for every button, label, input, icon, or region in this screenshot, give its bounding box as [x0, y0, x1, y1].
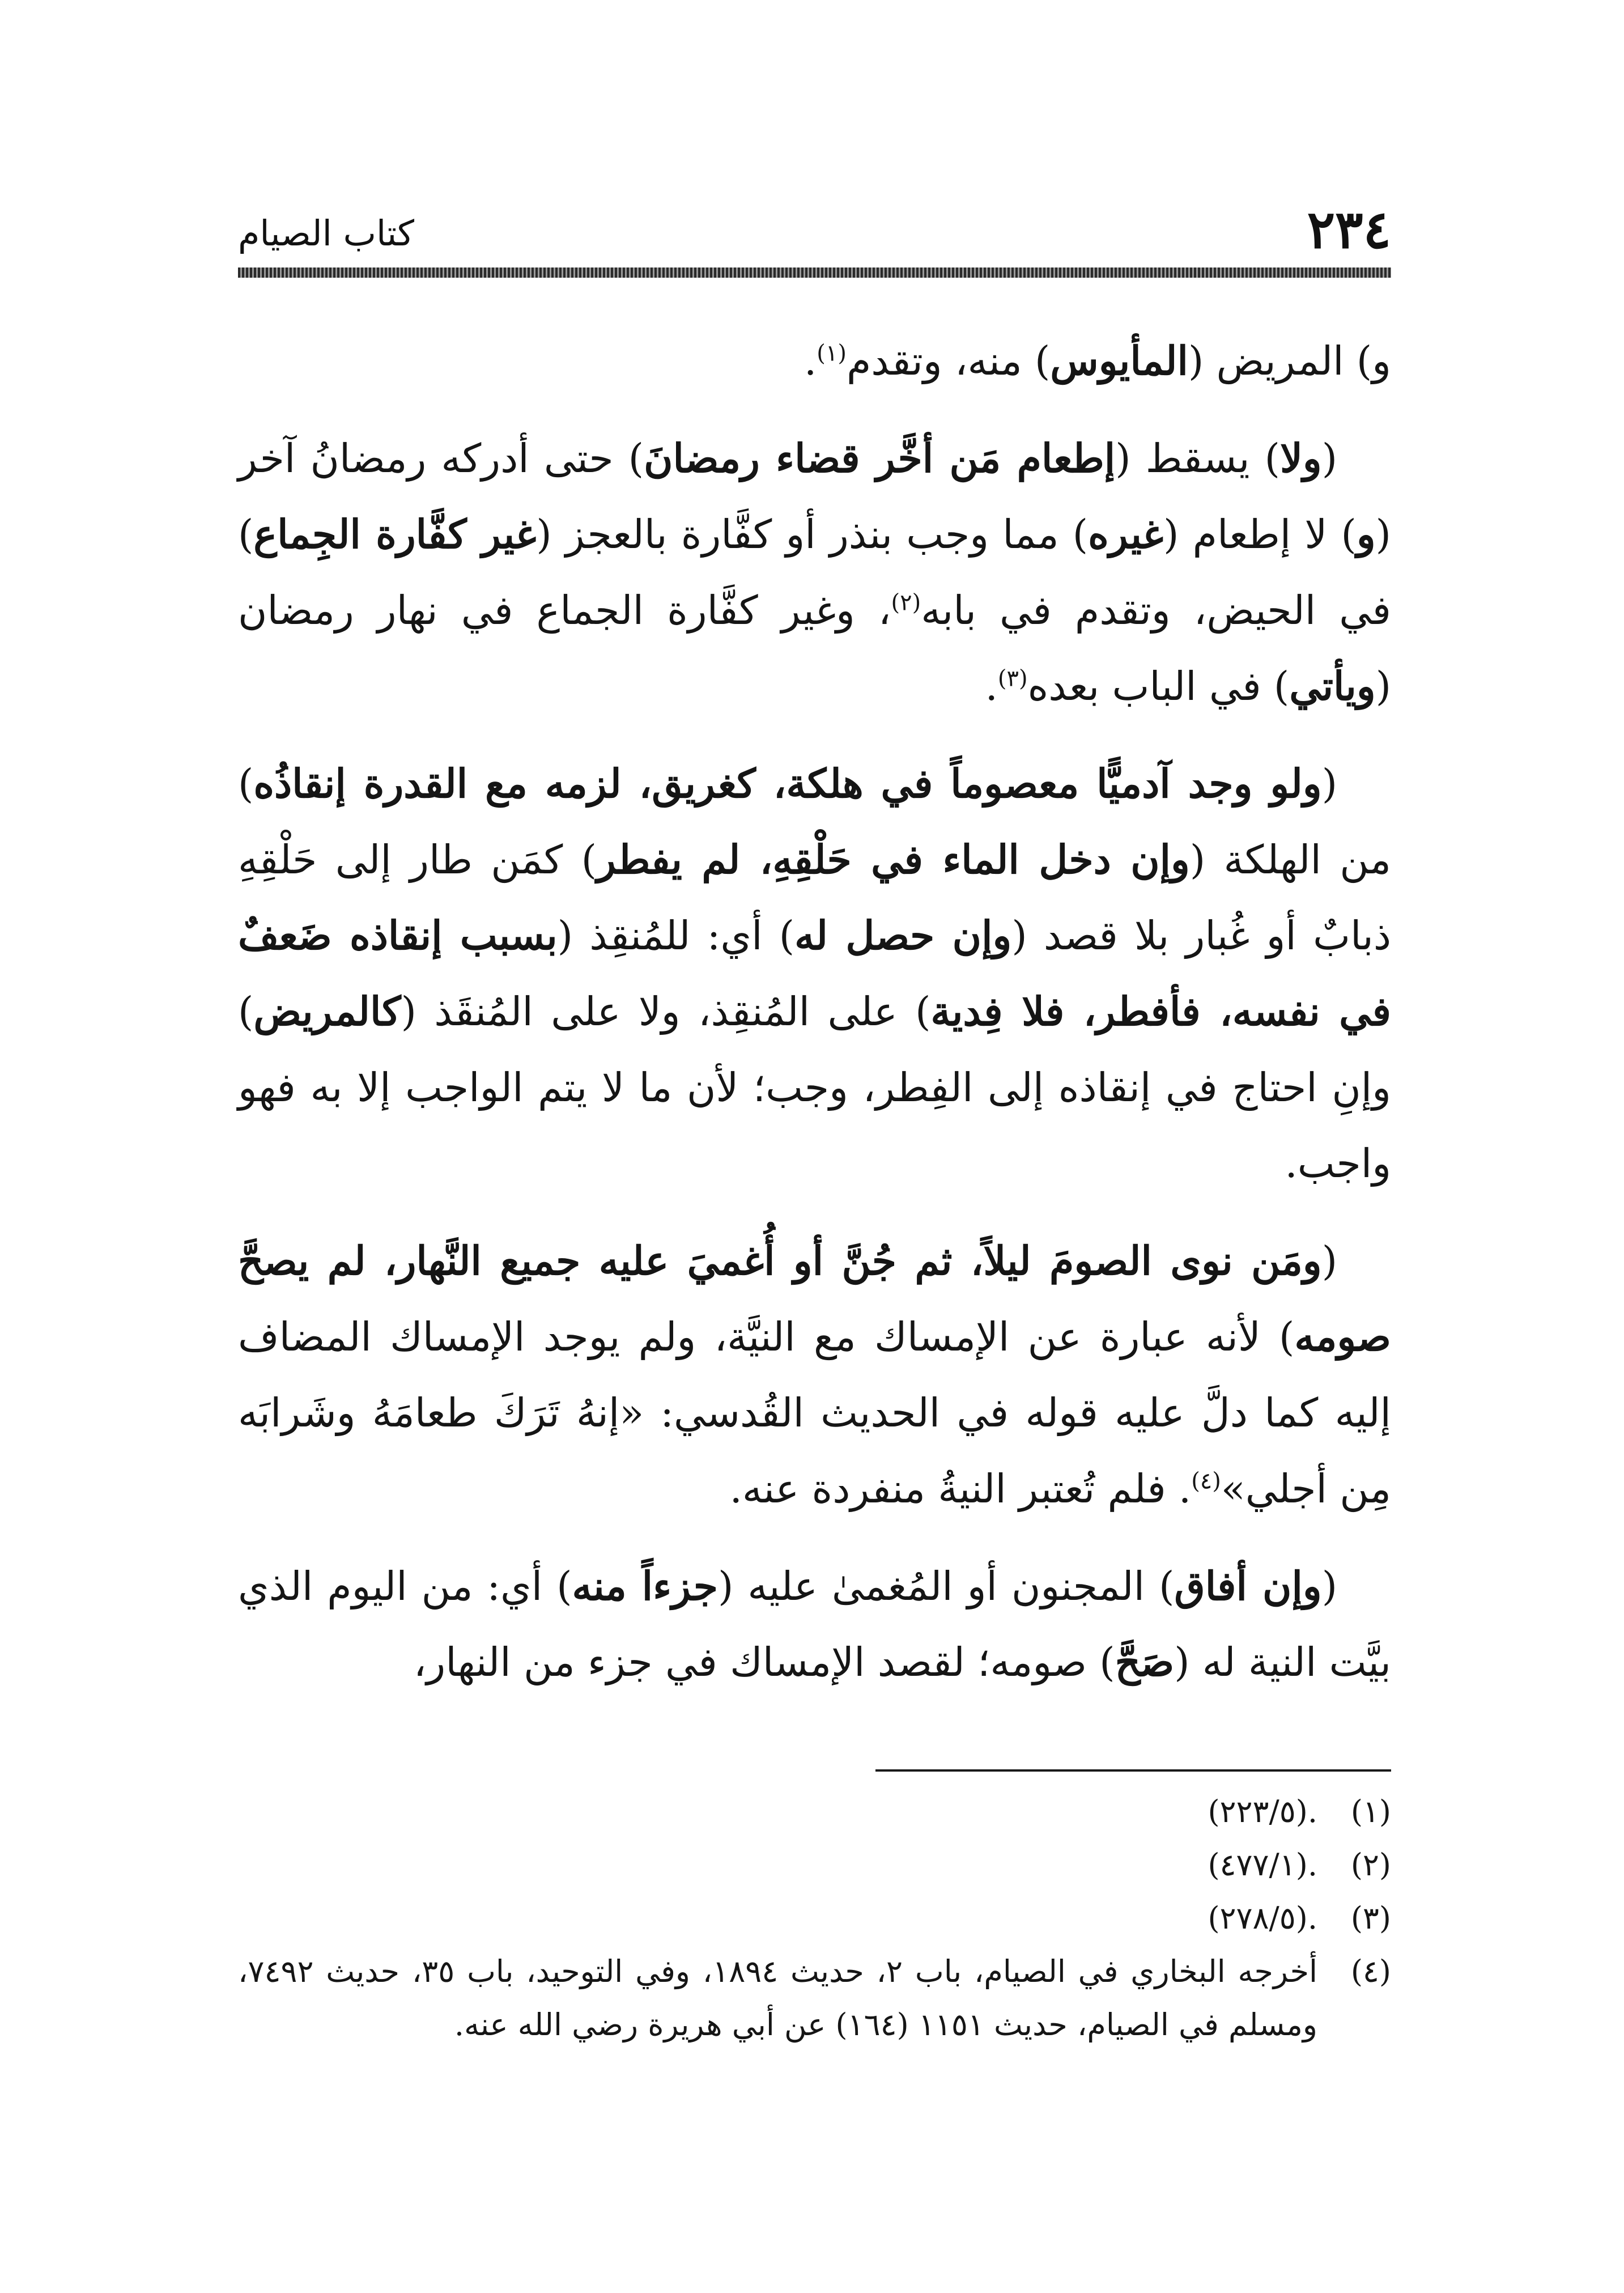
text-run: ( [1321, 761, 1337, 807]
paragraph-3 [238, 746, 1391, 1201]
text-run: ) على المُنقِذ، ولا على المُنقَذ ( [401, 988, 931, 1035]
matn-text: جزءاً منه [572, 1562, 719, 1610]
footnote-text: .(٢٧٨/٥) [1208, 1900, 1317, 1936]
text-run: ) حتى أدركه رمضانُ آخر ( [238, 435, 1391, 558]
text-run: و) المريض ( [1188, 338, 1391, 384]
paragraph-1 [238, 323, 1391, 399]
text-run: ) في الحيض، وتقدم في بابه [238, 511, 1391, 634]
paragraph-4 [238, 1223, 1391, 1527]
matn-text: كالمريض [253, 988, 401, 1035]
page-header [238, 201, 1391, 264]
footnote-ref: (٤) [1191, 1468, 1221, 1494]
text-run: . [985, 663, 998, 710]
text-run: ( [1321, 435, 1337, 482]
footnote-text: .(٢٢٣/٥) [1208, 1794, 1317, 1829]
footnote-number: (٤) [1350, 1954, 1391, 1989]
matn-text: وإن أفاق [1174, 1562, 1322, 1610]
text-run: ) مما وجب بنذر أو كفَّارة بالعجز ( [536, 511, 1089, 558]
text-run: ، وغير كفَّارة الجماع في نهار رمضان ( [238, 587, 1391, 710]
footnote-item [238, 1945, 1391, 2052]
footnote-number: (٣) [1350, 1900, 1391, 1936]
matn-text: و [1356, 511, 1376, 558]
main-text [238, 323, 1391, 1722]
footnotes [238, 1785, 1391, 2052]
header-rule [238, 267, 1391, 278]
text-run: ) لا إطعام ( [1163, 511, 1357, 558]
text-run: ) صومه؛ لقصد الإمساك في جزء من النهار، [413, 1639, 1115, 1685]
running-title: كتاب الصيام [238, 213, 415, 254]
matn-text: غيره [1088, 511, 1164, 558]
matn-text: وإن حصل له [794, 912, 1012, 959]
text-run: ) من الهلكة ( [238, 761, 1392, 883]
text-run: ) لأنه عبارة عن الإمساك مع النيَّة، ولم يوجد الإمساك المضاف إليه كما دلَّ عليه قوله في الحديث القُدسي: «إنهُ تَرَكَ طعامَهُ وشَرابَه مِن أجلي» [238, 1314, 1391, 1512]
footnote-item [238, 1838, 1391, 1892]
footnote-number: (١) [1350, 1794, 1391, 1829]
text-run: ) أي: للمُنقِذ ( [557, 912, 795, 959]
footnote-item [238, 1892, 1391, 1945]
text-run: ) كمَن طار إلى حَلْقِهِ ذبابٌ أو غُبار بلا قصد ( [238, 836, 1392, 959]
footnote-ref: (٣) [997, 665, 1028, 692]
matn-text: بسبب إنقاذه ضَعفٌ في نفسه، فأفطر، فلا فِدية [238, 912, 1391, 1035]
text-run: ) أي: من اليوم الذي بيَّت النية له ( [238, 1563, 1391, 1685]
paragraph-2 [238, 421, 1391, 724]
text-run: ) المجنون أو المُغمىٰ عليه ( [718, 1563, 1175, 1610]
text-run: ( [1321, 1238, 1337, 1284]
footnote-separator [875, 1769, 1391, 1772]
matn-text: ولو وجد آدميًّا معصوماً في هلكة، كغريق، لزمه مع القدرة إنقاذُه [253, 760, 1322, 807]
text-run: ) يسقط ( [1115, 435, 1280, 482]
footnote-item [238, 1785, 1391, 1838]
matn-text: صَحَّ [1115, 1638, 1175, 1685]
footnote-ref: (١) [817, 340, 847, 367]
footnote-text: .(٤٧٧/١) [1208, 1847, 1317, 1883]
matn-text: ولا [1279, 435, 1322, 482]
matn-text: إطعام مَن أخَّر قضاء رمضانَ [644, 435, 1116, 482]
text-run: ) وإنِ احتاج في إنقاذه إلى الفِطر، وجب؛ لأن ما لا يتم الواجب إلا به فهو واجب. [238, 988, 1391, 1187]
matn-text: ويأتي [1289, 663, 1376, 710]
footnote-ref: (٢) [891, 589, 921, 616]
matn-text: المأيوس [1050, 337, 1188, 384]
matn-text: غير كفَّارة الجِماع [253, 511, 537, 558]
matn-text: ومَن نوى الصومَ ليلاً، ثم جُنَّ أو أُغميَ عليه جميع النَّهار، لم يصحَّ صومه [238, 1237, 1391, 1360]
footnote-number: (٢) [1350, 1847, 1391, 1883]
text-run: . فلم تُعتبر النيةُ منفردة عنه. [729, 1466, 1192, 1512]
matn-text: وإن دخل الماء في حَلْقِهِ، لم يفطر [597, 836, 1190, 883]
page-number: ٢٣٤ [1307, 199, 1391, 260]
text-run: ( [1321, 1563, 1338, 1610]
footnote-text: أخرجه البخاري في الصيام، باب ٢، حديث ١٨٩٤، وفي التوحيد، باب ٣٥، حديث ٧٤٩٢، ومسلم في الصيام، حديث ١١٥١ (١٦٤) عن أبي هريرة رضي الله عنه. [238, 1954, 1317, 2043]
text-run: ) منه، وتقدم [846, 338, 1051, 384]
paragraph-5 [238, 1548, 1391, 1700]
text-run: . [804, 338, 817, 384]
text-run: ) في الباب بعده [1027, 663, 1290, 710]
